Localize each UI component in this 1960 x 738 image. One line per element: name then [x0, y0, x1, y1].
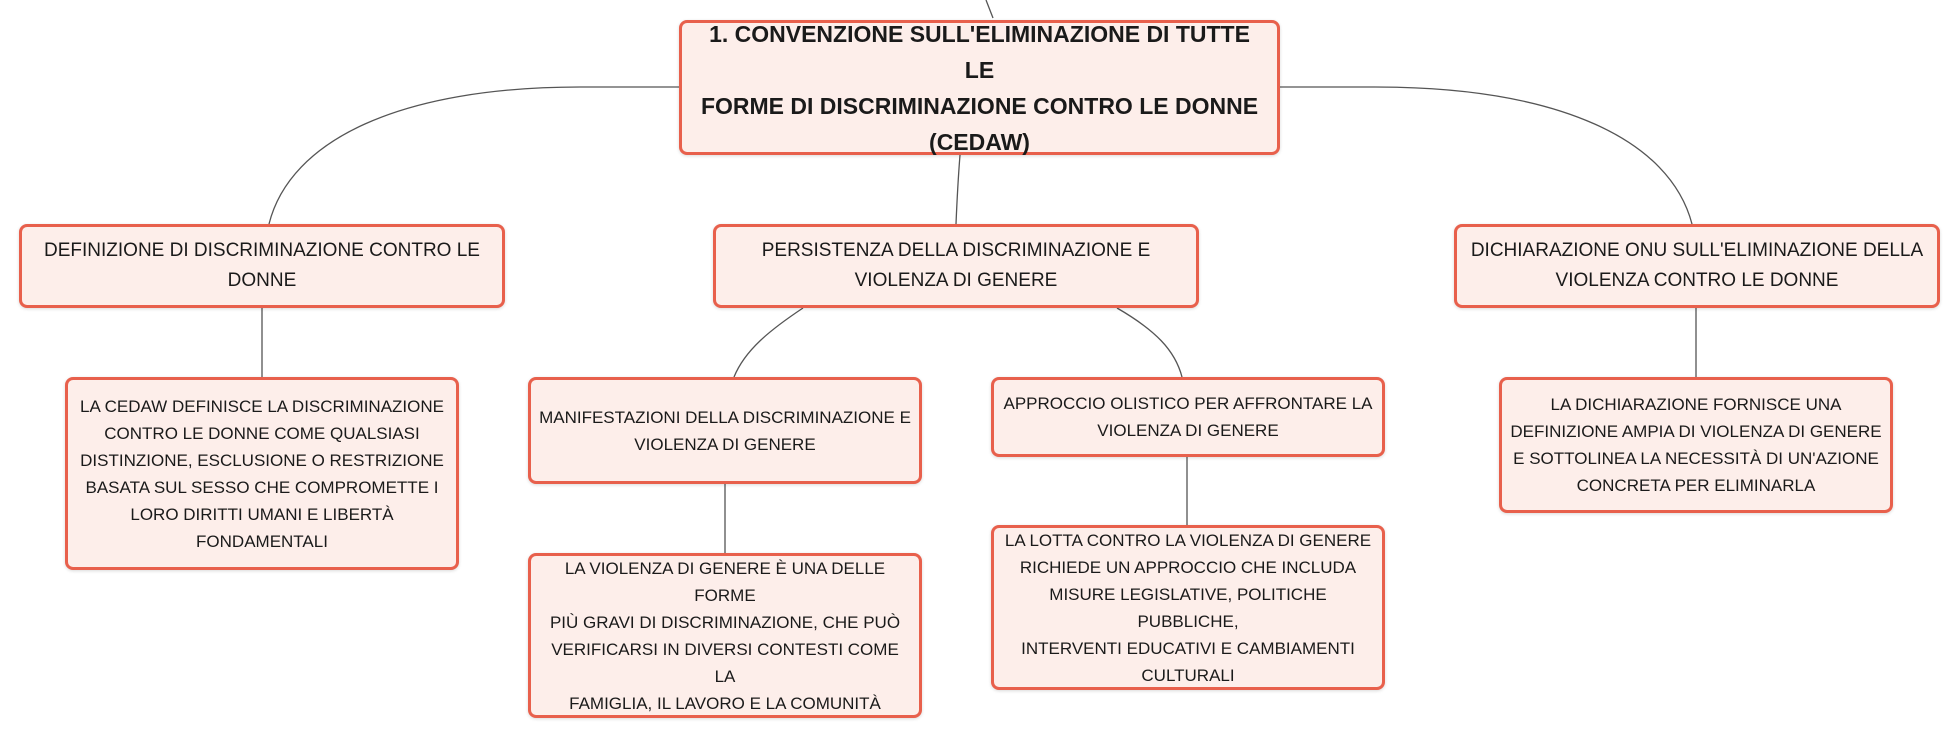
approccio-topic-node[interactable]	[991, 377, 1385, 457]
approccio-detail-line: INTERVENTI EDUCATIVI E CAMBIAMENTI	[1021, 638, 1355, 658]
persistenza-topic-line: VIOLENZA DI GENERE	[854, 270, 1058, 291]
dichiarazione-topic-node[interactable]	[1454, 224, 1940, 308]
approccio-detail-line: RICHIEDE UN APPROCCIO CHE INCLUDA	[1019, 557, 1357, 577]
approccio-topic-line: VIOLENZA DI GENERE	[1097, 421, 1279, 440]
connector-persistenza-manifestazioni	[734, 308, 803, 377]
connector-root-dichiarazione	[1280, 87, 1692, 224]
persistenza-topic-line: PERSISTENZA DELLA DISCRIMINAZIONE E	[761, 240, 1151, 261]
manifestazioni-topic-node[interactable]	[528, 377, 922, 484]
manifestazioni-detail-node[interactable]	[528, 553, 922, 718]
approccio-detail-line: LA LOTTA CONTRO LA VIOLENZA DI GENERE	[1004, 530, 1372, 550]
root-topic-line: 1. CONVENZIONE SULL'ELIMINAZIONE DI TUTTE LE	[709, 20, 1250, 83]
persistenza-topic-node[interactable]	[713, 224, 1199, 308]
manifestazioni-detail-line: FAMIGLIA, IL LAVORO E LA COMUNITÀ	[569, 693, 881, 713]
connector-root-persistenza	[956, 155, 960, 224]
approccio-topic-line: APPROCCIO OLISTICO PER AFFRONTARE LA	[1003, 394, 1373, 413]
dichiarazione-detail-line: CONCRETA PER ELIMINARLA	[1576, 476, 1816, 495]
approccio-detail-node[interactable]	[991, 525, 1385, 690]
definizione-detail-line: LA CEDAW DEFINISCE LA DISCRIMINAZIONE	[80, 396, 444, 416]
root-topic-line: FORME DI DISCRIMINAZIONE CONTRO LE DONNE	[700, 92, 1259, 119]
definizione-detail-line: DISTINZIONE, ESCLUSIONE O RESTRIZIONE	[80, 450, 444, 470]
connector-persistenza-approccio	[1117, 308, 1182, 377]
approccio-detail-line: MISURE LEGISLATIVE, POLITICHE PUBBLICHE,	[1049, 584, 1327, 631]
dichiarazione-topic-line: VIOLENZA CONTRO LE DONNE	[1555, 270, 1839, 291]
root-topic-line: (CEDAW)	[929, 128, 1030, 155]
definizione-detail-line: LORO DIRITTI UMANI E LIBERTÀ	[130, 504, 394, 524]
definizione-detail-line: FONDAMENTALI	[196, 531, 328, 551]
approccio-detail-line: CULTURALI	[1141, 665, 1235, 685]
manifestazioni-topic-line: MANIFESTAZIONI DELLA DISCRIMINAZIONE E	[539, 407, 911, 427]
dichiarazione-detail-line: LA DICHIARAZIONE FORNISCE UNA	[1550, 395, 1842, 414]
definizione-topic-line: DONNE	[227, 270, 297, 291]
manifestazioni-detail-line: VERIFICARSI IN DIVERSI CONTESTI COME LA	[551, 639, 899, 686]
connector-root-definizione	[269, 87, 679, 224]
dichiarazione-detail-node[interactable]	[1499, 377, 1893, 513]
definizione-topic-line: DEFINIZIONE DI DISCRIMINAZIONE CONTRO LE	[44, 240, 480, 261]
definizione-detail-node[interactable]	[65, 377, 459, 570]
definizione-topic-node[interactable]	[19, 224, 505, 308]
dichiarazione-topic-line: DICHIARAZIONE ONU SULL'ELIMINAZIONE DELLA	[1470, 240, 1924, 261]
manifestazioni-detail-line: PIÙ GRAVI DI DISCRIMINAZIONE, CHE PUÒ	[549, 612, 901, 632]
dichiarazione-detail-line: DEFINIZIONE AMPIA DI VIOLENZA DI GENERE	[1510, 422, 1882, 441]
dichiarazione-detail-line: E SOTTOLINEA LA NECESSITÀ DI UN'AZIONE	[1513, 449, 1879, 468]
definizione-detail-line: BASATA SUL SESSO CHE COMPROMETTE I	[85, 477, 439, 497]
root-topic-node[interactable]	[679, 20, 1280, 155]
manifestazioni-topic-line: VIOLENZA DI GENERE	[634, 434, 816, 454]
definizione-detail-line: CONTRO LE DONNE COME QUALSIASI	[104, 423, 420, 443]
manifestazioni-detail-line: LA VIOLENZA DI GENERE È UNA DELLE FORME	[564, 558, 886, 605]
